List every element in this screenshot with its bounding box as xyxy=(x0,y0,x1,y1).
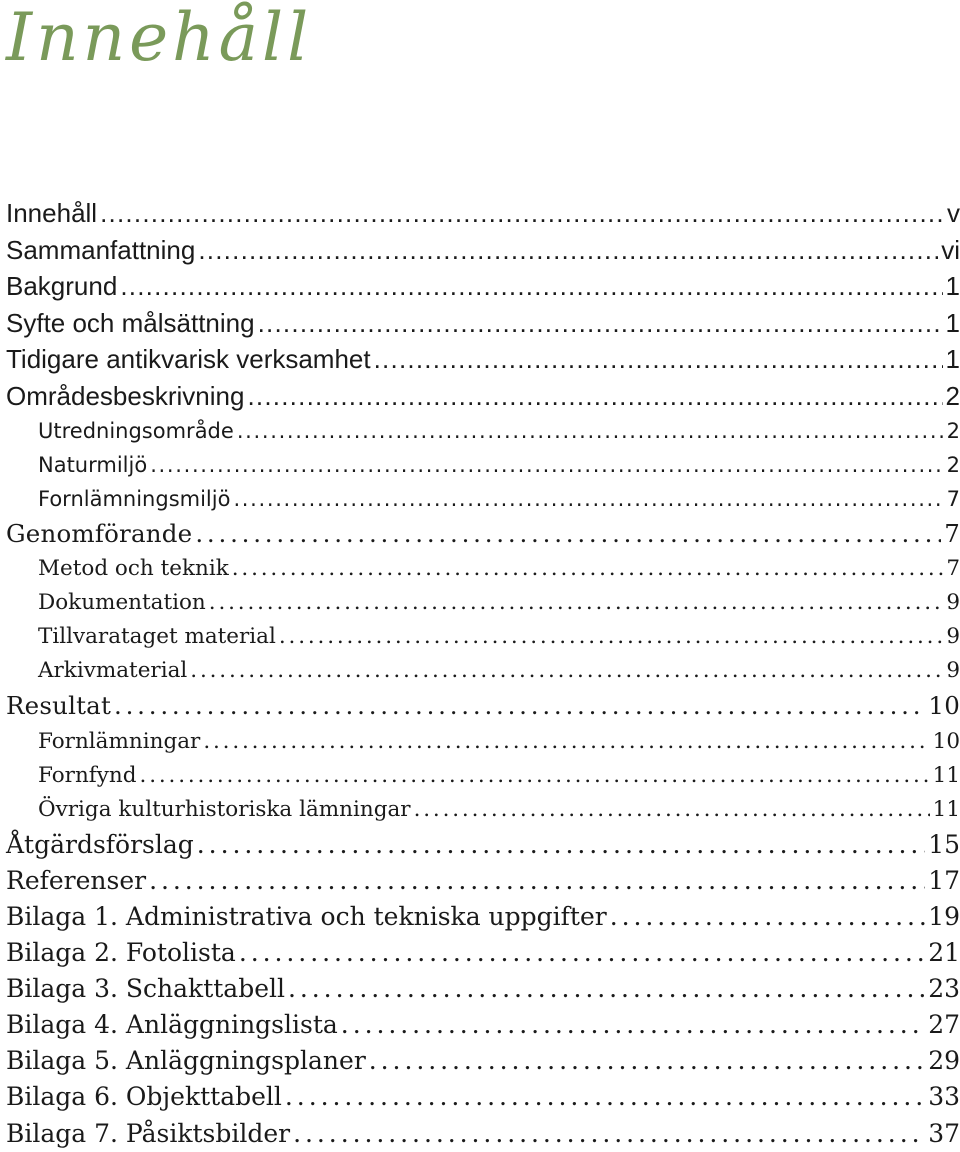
toc-entry-label: Tillvarataget material xyxy=(38,624,276,650)
toc-entry-label: Innehåll xyxy=(6,198,98,228)
toc-entry-label: Bilaga 6. Objekttabell xyxy=(6,1082,282,1112)
toc-entry-bilaga-2[interactable] xyxy=(6,935,960,971)
toc-entry-page: 9 xyxy=(946,624,960,650)
toc-entry-genomforande[interactable] xyxy=(6,516,960,552)
toc-entry-page: 23 xyxy=(928,974,960,1004)
toc-entry-page: 19 xyxy=(928,901,960,931)
toc-entry-label: Bilaga 4. Anläggningslista xyxy=(6,1010,338,1040)
dot-leader xyxy=(198,232,938,269)
dot-leader xyxy=(195,516,941,552)
toc-entry-bilaga-4[interactable] xyxy=(6,1007,960,1043)
toc-entry-label: Tidigare antikvarisk verksamhet xyxy=(6,344,371,374)
toc-entry-bilaga-5[interactable] xyxy=(6,1043,960,1079)
toc-entry-page: 33 xyxy=(928,1082,960,1112)
toc-entry-label: Genomförande xyxy=(6,519,193,548)
toc-entry-resultat[interactable] xyxy=(6,688,960,724)
toc-entry-utredningsomrade[interactable] xyxy=(6,414,960,448)
dot-leader xyxy=(374,341,943,378)
toc-entry-page: 1 xyxy=(945,271,960,301)
toc-entry-innehall[interactable] xyxy=(6,195,960,232)
toc-entry-ovriga[interactable] xyxy=(6,793,960,827)
dot-leader xyxy=(114,688,925,724)
toc-entry-label: Fornfynd xyxy=(38,762,137,788)
dot-leader xyxy=(237,414,944,448)
dot-leader xyxy=(209,586,944,620)
dot-leader xyxy=(150,448,943,482)
toc-entry-page: 1 xyxy=(945,307,960,338)
toc-entry-page: 7 xyxy=(946,556,960,582)
dot-leader xyxy=(149,863,925,899)
toc-entry-label: Bilaga 2. Fotolista xyxy=(6,938,236,968)
toc-entry-bilaga-1[interactable] xyxy=(6,899,960,935)
dot-leader xyxy=(610,899,925,935)
dot-leader xyxy=(369,1043,925,1079)
toc-entry-label: Bilaga 5. Anläggningsplaner xyxy=(6,1046,366,1076)
toc-entry-page: 15 xyxy=(928,829,960,859)
dot-leader xyxy=(414,793,930,827)
dot-leader xyxy=(279,620,943,654)
toc-entry-omradesbeskrivning[interactable] xyxy=(6,378,960,415)
toc-entry-label: Fornlämningsmiljö xyxy=(38,487,231,511)
toc-entry-label: Naturmiljö xyxy=(38,453,148,477)
toc-entry-page: 1 xyxy=(945,344,960,374)
toc-entry-page: 9 xyxy=(946,658,960,684)
toc-entry-fornlamningsmiljo[interactable] xyxy=(6,482,960,516)
toc-entry-bilaga-3[interactable] xyxy=(6,971,960,1007)
toc-entry-page: 2 xyxy=(946,419,960,443)
toc-entry-page: 9 xyxy=(946,590,960,616)
toc-entry-syfte[interactable] xyxy=(6,305,960,342)
toc-entry-page: 7 xyxy=(946,487,960,511)
toc-entry-page: 2 xyxy=(945,380,960,411)
toc-entry-label: Referenser xyxy=(6,865,147,895)
toc-entry-label: Åtgärdsförslag xyxy=(6,829,194,859)
toc-entry-label: Resultat xyxy=(6,691,112,721)
dot-leader xyxy=(197,827,925,863)
toc-entry-fornlamningar[interactable] xyxy=(6,725,960,759)
dot-leader xyxy=(232,552,944,586)
toc-entry-bilaga-7[interactable] xyxy=(6,1116,960,1152)
toc-entry-label: Metod och teknik xyxy=(38,556,229,582)
toc-entry-dokumentation[interactable] xyxy=(6,586,960,620)
toc-entry-page: 10 xyxy=(928,691,960,721)
toc-entry-label: Utredningsområde xyxy=(38,419,234,443)
dot-leader xyxy=(100,195,944,232)
toc-entry-tidigare[interactable] xyxy=(6,341,960,378)
page-title: Innehåll xyxy=(6,0,313,76)
toc-entry-page: 17 xyxy=(928,865,960,895)
toc-entry-bilaga-6[interactable] xyxy=(6,1079,960,1115)
toc-entry-label: Områdesbeskrivning xyxy=(6,380,245,411)
dot-leader xyxy=(203,725,929,759)
toc-entry-arkivmaterial[interactable] xyxy=(6,654,960,688)
dot-leader xyxy=(140,759,930,793)
dot-leader xyxy=(247,378,942,415)
dot-leader xyxy=(239,935,925,971)
toc-entry-atgardsforslag[interactable] xyxy=(6,827,960,863)
dot-leader xyxy=(233,482,943,516)
dot-leader xyxy=(293,1116,925,1152)
toc-entry-label: Dokumentation xyxy=(38,590,206,616)
toc-entry-page: 27 xyxy=(928,1010,960,1040)
toc-entry-naturmiljo[interactable] xyxy=(6,448,960,482)
toc-entry-label: Arkivmaterial xyxy=(38,658,188,684)
dot-leader xyxy=(288,971,925,1007)
toc-entry-tillvarataget[interactable] xyxy=(6,620,960,654)
toc-entry-label: Bilaga 3. Schakttabell xyxy=(6,974,285,1004)
toc-entry-referenser[interactable] xyxy=(6,863,960,899)
table-of-contents xyxy=(6,195,960,1152)
toc-entry-page: 37 xyxy=(928,1118,960,1148)
dot-leader xyxy=(258,305,943,342)
toc-entry-sammanfattning[interactable] xyxy=(6,232,960,269)
dot-leader xyxy=(341,1007,925,1043)
toc-entry-label: Sammanfattning xyxy=(6,234,196,265)
toc-entry-page: vi xyxy=(941,234,960,265)
toc-entry-label: Fornlämningar xyxy=(38,728,201,754)
toc-entry-metod[interactable] xyxy=(6,552,960,586)
toc-entry-label: Bilaga 7. Påsiktsbilder xyxy=(6,1118,291,1148)
toc-entry-page: 10 xyxy=(932,728,960,754)
toc-entry-page: 21 xyxy=(928,938,960,968)
toc-entry-label: Bakgrund xyxy=(6,271,118,301)
dot-leader xyxy=(285,1079,925,1115)
toc-entry-page: 11 xyxy=(932,796,960,822)
toc-entry-label: Övriga kulturhistoriska lämningar xyxy=(38,796,411,822)
dot-leader xyxy=(120,268,942,305)
toc-entry-label: Syfte och målsättning xyxy=(6,307,255,338)
toc-entry-bakgrund[interactable] xyxy=(6,268,960,305)
toc-entry-page: v xyxy=(947,198,960,228)
toc-entry-page: 29 xyxy=(928,1046,960,1076)
dot-leader xyxy=(190,654,943,688)
toc-entry-fornfynd[interactable] xyxy=(6,759,960,793)
toc-entry-page: 7 xyxy=(944,519,960,548)
toc-entry-page: 2 xyxy=(946,453,960,477)
toc-entry-label: Bilaga 1. Administrativa och tekniska uppgifter xyxy=(6,901,607,931)
toc-entry-page: 11 xyxy=(932,762,960,788)
